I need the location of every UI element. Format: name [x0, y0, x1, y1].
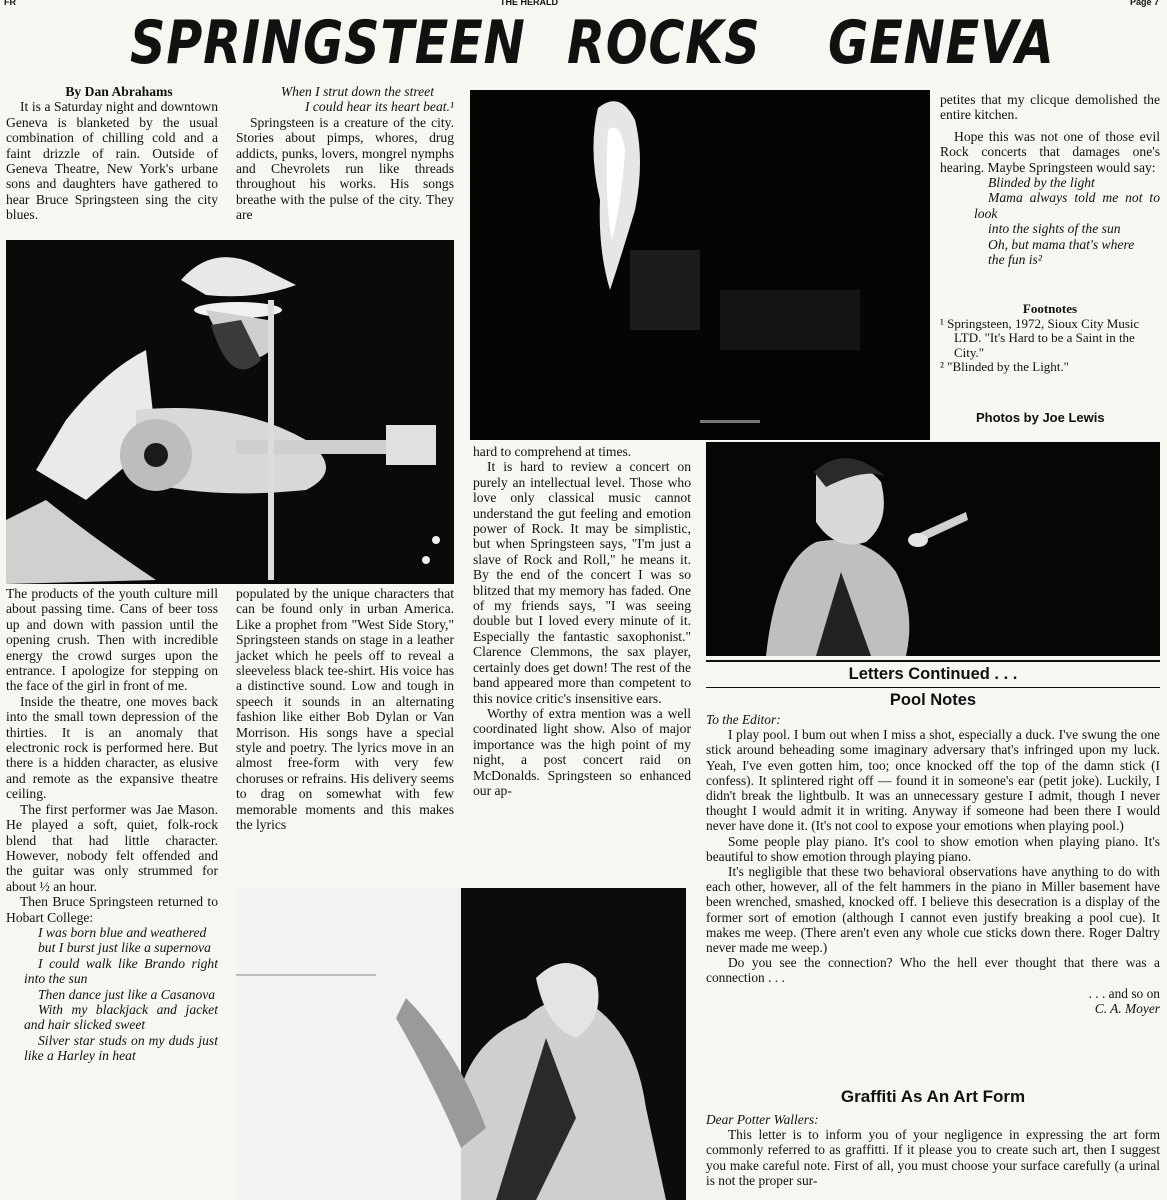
- performer-image: [236, 888, 686, 1200]
- article-paragraph: hard to comprehend at times.: [473, 444, 632, 459]
- section-divider: [706, 687, 1160, 688]
- letter-pool-notes: [706, 712, 1160, 1016]
- singer-image: [706, 442, 1160, 656]
- article-paragraph: It is hard to review a concert on purely an intellectual level. Those who love only classical music cannot understand the gut feeling and emotion power of Rock. It may be simplistic, but when Springsteen says, "I'm just a slave of Rock and Roll," he means it. By the end of the concert I was so blitzed that my memory has faded. One of my friends says, "I was seeing double but I loved every minute of it. Especially the fantastic saxophonist." Clarence Clemmons, the sax player, certainly does get down! The rest of the band appeared more than competent to this novice critic's insensitive ears.: [473, 459, 691, 706]
- lyric-line: With my blackjack and jacket and hair slicked sweet: [24, 1001, 218, 1033]
- guitarist-image: [6, 240, 454, 584]
- graffiti-header: [706, 1087, 1160, 1107]
- lyric-line: Blinded by the light: [988, 175, 1095, 191]
- lyric-line: into the sights of the sun: [988, 221, 1121, 237]
- footnotes: [940, 302, 1160, 375]
- lyric-line: When I strut down the street: [280, 84, 434, 99]
- headline-word-1: SPRINGSTEEN: [130, 8, 526, 78]
- photo-guitarist: [6, 240, 454, 584]
- footnotes-heading: Footnotes: [1022, 301, 1078, 316]
- letter-paragraph: This letter is to inform you of your negligence in expressing the art form commonly referred to as graffitti. If it please you to create such art, then I suggest you make careful note. First of all, you must choose your surface carefully (a urinal is not the proper sur-: [706, 1127, 1160, 1188]
- lyric-line: Then dance just like a Casanova: [38, 986, 216, 1002]
- masthead-left: FR: [4, 0, 16, 7]
- headline-word-2: ROCKS: [567, 8, 761, 78]
- lyric-line: Oh, but mama that's where: [988, 236, 1135, 252]
- byline: By Dan Abrahams: [65, 84, 173, 99]
- letters-section: [706, 660, 1160, 710]
- graffiti-title: Graffiti As An Art Form: [840, 1087, 1026, 1106]
- article-paragraph: Springsteen is a creature of the city. Stories about pimps, whores, drug addicts, punks, lovers, mongrel nymphs and Chevrolets run like threads throughout his works. His songs breathe with the pulse of the city. They are: [236, 114, 454, 223]
- section-divider: [706, 660, 1160, 662]
- letter-graffiti: [706, 1112, 1160, 1200]
- lyric-line: I was born blue and weathered: [38, 924, 207, 940]
- letter-salutation: To the Editor:: [706, 712, 781, 727]
- photo-performer-bottom: [236, 888, 686, 1200]
- footnote-item: ² "Blinded by the Light.": [940, 359, 1069, 375]
- letter-paragraph: Do you see the connection? Who the hell ever thought that there was a connection . . .: [706, 955, 1160, 986]
- letter-closing: . . . and so on: [1088, 985, 1160, 1001]
- photo-stage-light: [470, 90, 930, 440]
- article-paragraph: The first performer was Jae Mason. He played a soft, quiet, folk-rock blend that had little character. However, nobody felt offended and the guitar was only strummed for about ½ an hour.: [6, 801, 218, 894]
- letter-paragraph: Some people play piano. It's cool to show emotion when playing piano. It's beautiful to show emotion through playing piano.: [706, 833, 1160, 864]
- pool-notes-title: Pool Notes: [889, 691, 977, 709]
- page-number: Page 7: [1129, 0, 1159, 7]
- article-col2-top: [236, 84, 454, 223]
- article-col1-bottom: [6, 586, 218, 1064]
- letter-paragraph: I play pool. I bum out when I miss a shot, especially a duck. I've swung the one stick around beheading some imaginary adversary that's infringed upon my luck. Yeah, I've even gotten him, too; once knocked off the top of the damn stick (I confess). It splintered right off — found it in someone's ear (petit joke). Luckily, I didn't break the lightbulb. It was an unnecessary gesture I admit, though I never thought I would admit it in writing. Anyway if someone had been there I would never have done it. (It's not cool to expose your emotions when playing pool.): [706, 727, 1160, 834]
- letters-section-title: Letters Continued . . .: [848, 665, 1018, 683]
- article-paragraph: Inside the theatre, one moves back into the small town depression of the thirties. It is an anomaly that electronic rock is performed here. But there is a hidden character, as elusive and remote as the expansive theatre ceiling.: [6, 693, 218, 802]
- lyric-line: I could hear its heart beat.¹: [304, 99, 454, 115]
- article-paragraph: populated by the unique characters that can be found only in urban America. Like a prophet from "West Side Story," Springsteen stands on stage in a leather jacket which he peels off to reveal a sleeveless black tee-shirt. His voice has a distinctive sound. Low and tough in speech it sounds in an alternating fashion like either Bob Dylan or Van Morrison. His songs have a special style and poetry. The lyrics move in an almost free-form with very few choruses or refrains. His delivery seems to drag on somewhat with few memorable moments and this makes the lyrics: [236, 586, 454, 833]
- letter-paragraph: It's negligible that these two behavioral observations have anything to do with each other, however, all of the felt hammers in the piano in Miller basement have been wrenched, smashed, knocked off. I believe this desecration is a display of the former sort of emotion (although I cannot even justify breaking a pool cue). It makes me weep. (There aren't even any whole cue sticks down there. Roger Daltry never made me weep.): [706, 864, 1160, 956]
- headline-word-3: GENEVA: [828, 8, 1055, 78]
- footnote-item: ¹ Springsteen, 1972, Sioux City Music LTD. "It's Hard to be a Saint in the City.": [940, 315, 1140, 360]
- article-col1-top: [6, 84, 218, 223]
- lyric-line: but I burst just like a supernova: [38, 940, 211, 956]
- article-paragraph: The products of the youth culture mill about passing time. Cans of beer toss up and down with passion until the opening crush. Then with incredible energy the crowd surges upon the entrance. I apologize for stepping on the face of the girl in front of me.: [6, 586, 218, 694]
- article-col4: [940, 92, 1160, 267]
- lyric-line: the fun is²: [988, 252, 1042, 268]
- article-col3: [473, 444, 691, 798]
- article-paragraph: petites that my clicque demolished the entire kitchen.: [940, 92, 1160, 123]
- lyric-line: I could walk like Brando right into the sun: [24, 955, 218, 987]
- photo-credit: Photos by Joe Lewis: [976, 410, 1105, 425]
- article-col2-bottom: [236, 586, 454, 833]
- stage-light-image: [470, 90, 930, 440]
- letter-salutation: Dear Potter Wallers:: [706, 1112, 819, 1127]
- masthead-center: THE HERALD: [500, 0, 558, 7]
- article-paragraph: It is a Saturday night and downtown Geneva is blanketed by the usual combination of chilling cold and a faint drizzle of rain. Outside of Geneva Theatre, New York's urbane sons and daughters have gathered to hear Bruce Springsteen sing the city blues.: [6, 99, 218, 223]
- lyric-line: Mama always told me not to look: [974, 190, 1160, 221]
- article-paragraph: Worthy of extra mention was a well coordinated light show. Also of major importance was the high point of my night, a post concert raid on McDonalds. Springsteen so enhanced our ap-: [473, 705, 691, 798]
- article-paragraph: Hope this was not one of those evil Rock concerts that damages one's hearing. Maybe Springsteen would say:: [940, 128, 1160, 175]
- lyric-line: Silver star studs on my duds just like a Harley in heat: [24, 1032, 218, 1064]
- photo-singer-mic: [706, 442, 1160, 656]
- letter-signature: C. A. Moyer: [1094, 1000, 1160, 1016]
- article-paragraph: Then Bruce Springsteen returned to Hobart College:: [6, 894, 218, 925]
